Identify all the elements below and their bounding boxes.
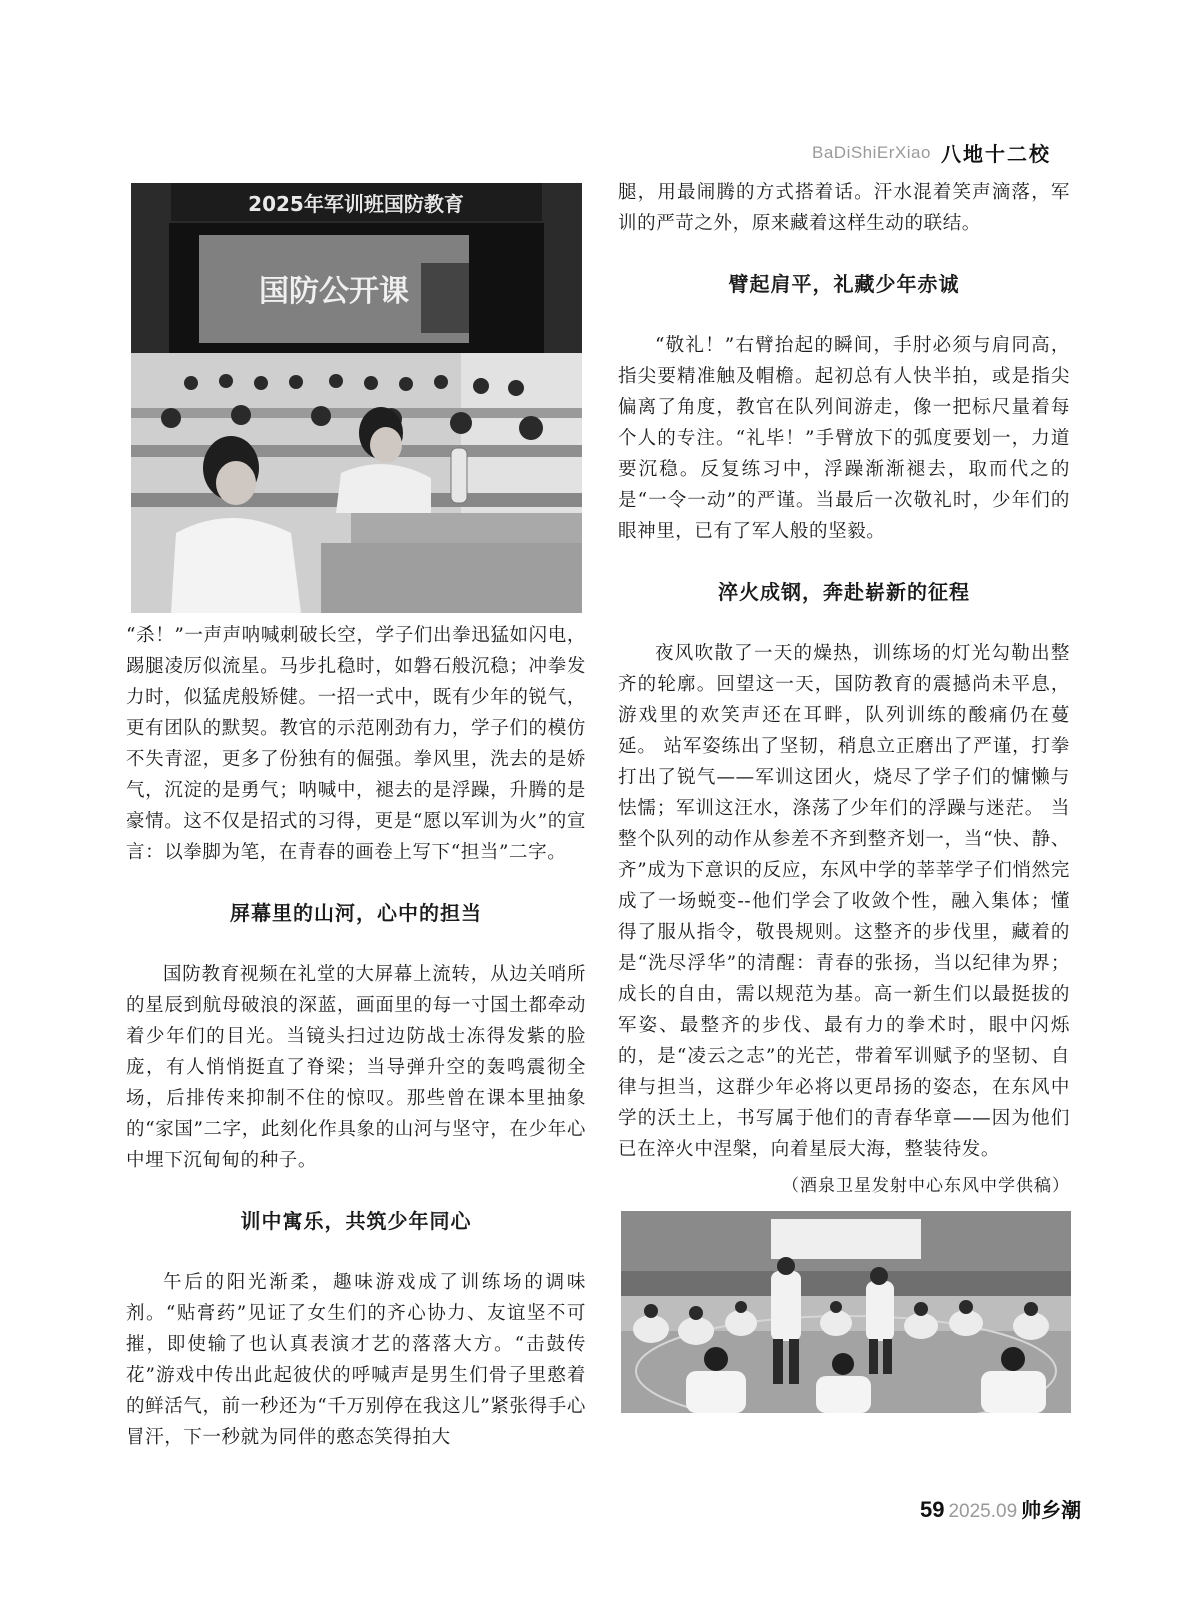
left-column [126,620,586,1453]
page-footer [920,1494,1081,1523]
right-column [618,177,1070,1202]
page-number: 59 [920,1497,945,1522]
header-logo: 八地十二校 [940,142,1051,166]
magazine-logo: 帅乡潮 [1021,1498,1082,1522]
screen-title-text: 国防公开课 [259,274,409,309]
banner-text: 2025年军训班国防教育 [248,192,464,216]
paragraph-games-continued: 腿，用最闹腾的方式搭着话。汗水混着笑声滴落，军训的严苛之外，原来藏着这样生动的联结。 [618,182,1070,234]
section-heading-tempering: 淬火成钢，奔赴崭新的征程 [718,580,970,604]
paragraph-tempering: 夜风吹散了一天的燥热，训练场的灯光勾勒出整齐的轮廓。回望这一天，国防教育的震撼尚未平息，游戏里的欢笑声还在耳畔，队列训练的酸痛仍在蔓延。 站军姿练出了坚韧，稍息立正磨出了严谨，打拳打出了锐气——军训这团火，烧尽了学子们的慵懒与怯懦；军训这汪水，涤荡了少年们的浮躁与迷茫。 当整个队列的动作从参差不齐到整齐划一，当“快、静、齐”成为下意识的反应，东风中学的莘莘学子们悄然完成了一场蜕变--他们学会了收敛个性，融入集体；懂得了服从指令，敬畏规则。这整齐的步伐里，藏着的是“洗尽浮华”的清醒：青春的张扬，当以纪律为界；成长的自由，需以规范为基。高一新生们以最挺拔的军姿、最整齐的步伐、最有力的拳术时，眼中闪烁的，是“凌云之志”的光芒，带着军训赋予的坚韧、自律与担当，这群少年必将以更昂扬的姿态，在东风中学的沃土上，书写属于他们的青春华章——因为他们已在淬火中涅槃，向着星辰大海，整装待发。 [618,643,1070,1160]
issue-date: 2025.09 [948,1501,1018,1522]
section-heading-games: 训中寓乐，共筑少年同心 [240,1209,472,1233]
paragraph-defense-video: 国防教育视频在礼堂的大屏幕上流转，从边关哨所的星辰到航母破浪的深蓝，画面里的每一寸国土都牵动着少年们的目光。当镜头扫过边防战士冻得发紫的脸庞，有人悄悄挺直了脊梁；当导弹升空的轰鸣震彻全场，后排传来抑制不住的惊叹。那些曾在课本里抽象的“家国”二字，此刻化作具象的山河与坚守，在少年心中埋下沉甸甸的种子。 [126,964,586,1171]
paragraph-salute: “敬礼！”右臂抬起的瞬间，手肘必须与肩同高，指尖要精准触及帽檐。起初总有人快半拍，或是指尖偏离了角度，教官在队列间游走，像一把标尺量着每个人的专注。“礼毕！”手臂放下的弧度要划一，力道要沉稳。反复练习中，浮躁渐渐褪去，取而代之的是“一令一动”的严谨。当最后一次敬礼时，少年们的眼神里，已有了军人般的坚毅。 [618,335,1070,542]
section-heading-salute: 臂起肩平，礼藏少年赤诚 [728,272,960,296]
section-heading-screen: 屏幕里的山河，心中的担当 [230,901,482,925]
paragraph-martial-arts: “杀！”一声声呐喊刺破长空，学子们出拳迅猛如闪电，踢腿凌厉似流星。马步扎稳时，如磐石般沉稳；冲拳发力时，似猛虎般矫健。一招一式中，既有少年的锐气，更有团队的默契。教官的示范刚劲有力，学子们的模仿不失青涩，更多了份独有的倔强。拳风里，洗去的是娇气，沉淀的是勇气；呐喊中，褪去的是浮躁，升腾的是豪情。这不仅是招式的习得，更是“愿以军训为火”的宣言：以拳脚为笔，在青春的画卷上写下“担当”二字。 [126,625,586,863]
photo-gymnasium [621,1211,1071,1413]
photo-auditorium [131,183,582,613]
header-pinyin: BaDiShiErXiao [812,142,931,162]
article-credit: （酒泉卫星发射中心东风中学供稿） [782,1176,1070,1196]
running-header [812,138,1051,167]
paragraph-games: 午后的阳光渐柔，趣味游戏成了训练场的调味剂。“贴膏药”见证了女生们的齐心协力、友谊坚不可摧，即使输了也认真表演才艺的落落大方。“击鼓传花”游戏中传出此起彼伏的呼喊声是男生们骨子里憨着的鲜活气，前一秒还为“千万别停在我这儿”紧张得手心冒汗，下一秒就为同伴的憨态笑得拍大 [126,1272,586,1448]
